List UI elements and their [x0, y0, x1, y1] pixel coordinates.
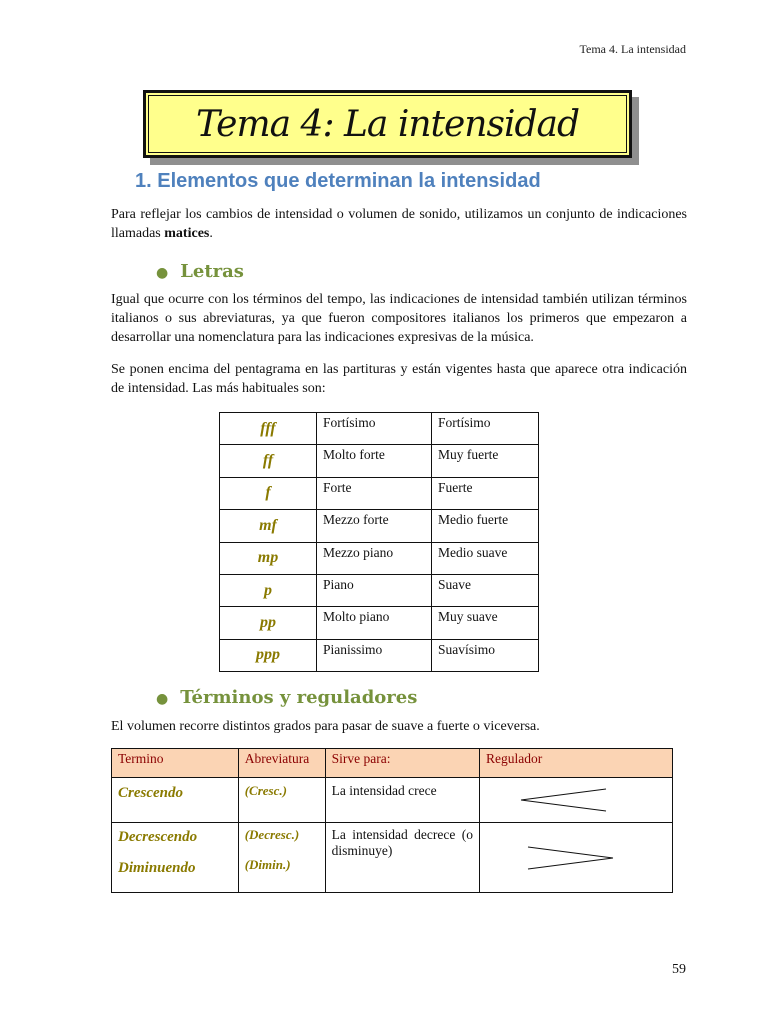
term-cell: [112, 778, 239, 823]
spanish-meaning: Fuerte: [432, 477, 539, 509]
dynamic-symbol: f: [220, 477, 317, 509]
regulator-cell: [480, 823, 673, 893]
dynamic-symbol: mf: [220, 510, 317, 542]
italian-term: Fortísimo: [317, 413, 432, 445]
column-header-termino: Termino: [112, 749, 239, 778]
bullet-icon: ●: [156, 265, 169, 281]
table-row: [220, 445, 539, 477]
term-decrescendo: Decrescendo: [118, 829, 198, 845]
regulator-cell: [480, 778, 673, 823]
italian-term: Forte: [317, 477, 432, 509]
spanish-meaning: Muy suave: [432, 607, 539, 639]
abbr-crescendo: (Cresc.): [244, 783, 287, 798]
terms-table: [111, 748, 673, 893]
meaning-crescendo: La intensidad crece: [325, 778, 479, 823]
subheading-terminos: [156, 687, 417, 708]
table-row: [112, 778, 673, 823]
table-row: [112, 823, 673, 893]
intro-paragraph: [111, 205, 687, 243]
subheading-letras: [156, 261, 244, 282]
table-row: [220, 542, 539, 574]
table-header-row: [112, 749, 673, 778]
subheading-terminos-label: Términos y reguladores: [180, 687, 418, 708]
terminos-intro: El volumen recorre distintos grados para pasar de suave a fuerte o viceversa.: [111, 719, 540, 734]
title-box: [143, 90, 632, 158]
abbr-diminuendo: (Dimin.): [244, 857, 291, 872]
dynamic-symbol: ff: [220, 445, 317, 477]
letras-paragraph-2: Se ponen encima del pentagrama en las partituras y están vigentes hasta que aparece otra indicación de intensidad. Las más habituales son:: [111, 362, 687, 396]
term-crescendo: Crescendo: [118, 785, 183, 801]
spanish-meaning: Fortísimo: [432, 413, 539, 445]
running-header: Tema 4. La intensidad: [579, 42, 686, 56]
crescendo-hairpin-icon: [486, 780, 666, 816]
table-row: [220, 607, 539, 639]
spanish-meaning: Muy fuerte: [432, 445, 539, 477]
dynamic-symbol: mp: [220, 542, 317, 574]
abbr-cell: [238, 823, 325, 893]
letras-paragraph-1: Igual que ocurre con los términos del tempo, las indicaciones de intensidad también utilizan términos italianos o sus abreviaturas, ya que fueron compositores italianos los primeros que empezaron a desarrollar una nomenclatura para las indicaciones expresivas de la música.: [111, 292, 687, 345]
dynamic-symbol: ppp: [220, 639, 317, 671]
dynamics-table: [219, 412, 539, 672]
dynamic-symbol: p: [220, 574, 317, 606]
term-cell: [112, 823, 239, 893]
abbr-decrescendo: (Decresc.): [244, 827, 300, 842]
spanish-meaning: Medio fuerte: [432, 510, 539, 542]
column-header-sirve-para: Sirve para:: [325, 749, 479, 778]
italian-term: Molto forte: [317, 445, 432, 477]
italian-term: Piano: [317, 574, 432, 606]
meaning-decrescendo: La intensidad decrece (o disminuye): [325, 823, 479, 893]
section-heading-elementos: 1. Elementos que determinan la intensidad: [135, 170, 541, 192]
intro-end: .: [209, 226, 213, 241]
table-row: [220, 413, 539, 445]
column-header-regulador: Regulador: [480, 749, 673, 778]
dynamic-symbol: pp: [220, 607, 317, 639]
spanish-meaning: Suave: [432, 574, 539, 606]
column-header-abreviatura: Abreviatura: [238, 749, 325, 778]
dynamic-symbol: fff: [220, 413, 317, 445]
italian-term: Molto piano: [317, 607, 432, 639]
decrescendo-hairpin-icon: [486, 825, 666, 885]
bullet-icon: ●: [156, 691, 169, 707]
page-title: Tema 4: La intensidad: [195, 103, 580, 145]
term-diminuendo: Diminuendo: [118, 860, 196, 876]
intro-text: Para reflejar los cambios de intensidad o volumen de sonido, utilizamos un conjunto de indicaciones llamadas: [111, 207, 687, 241]
spanish-meaning: Medio suave: [432, 542, 539, 574]
table-row: [220, 477, 539, 509]
italian-term: Pianissimo: [317, 639, 432, 671]
table-row: [220, 574, 539, 606]
table-row: [220, 510, 539, 542]
intro-bold-term: matices: [164, 226, 210, 241]
italian-term: Mezzo forte: [317, 510, 432, 542]
spanish-meaning: Suavísimo: [432, 639, 539, 671]
subheading-letras-label: Letras: [180, 261, 244, 282]
abbr-cell: [238, 778, 325, 823]
page-number: 59: [672, 962, 686, 977]
italian-term: Mezzo piano: [317, 542, 432, 574]
table-row: [220, 639, 539, 671]
